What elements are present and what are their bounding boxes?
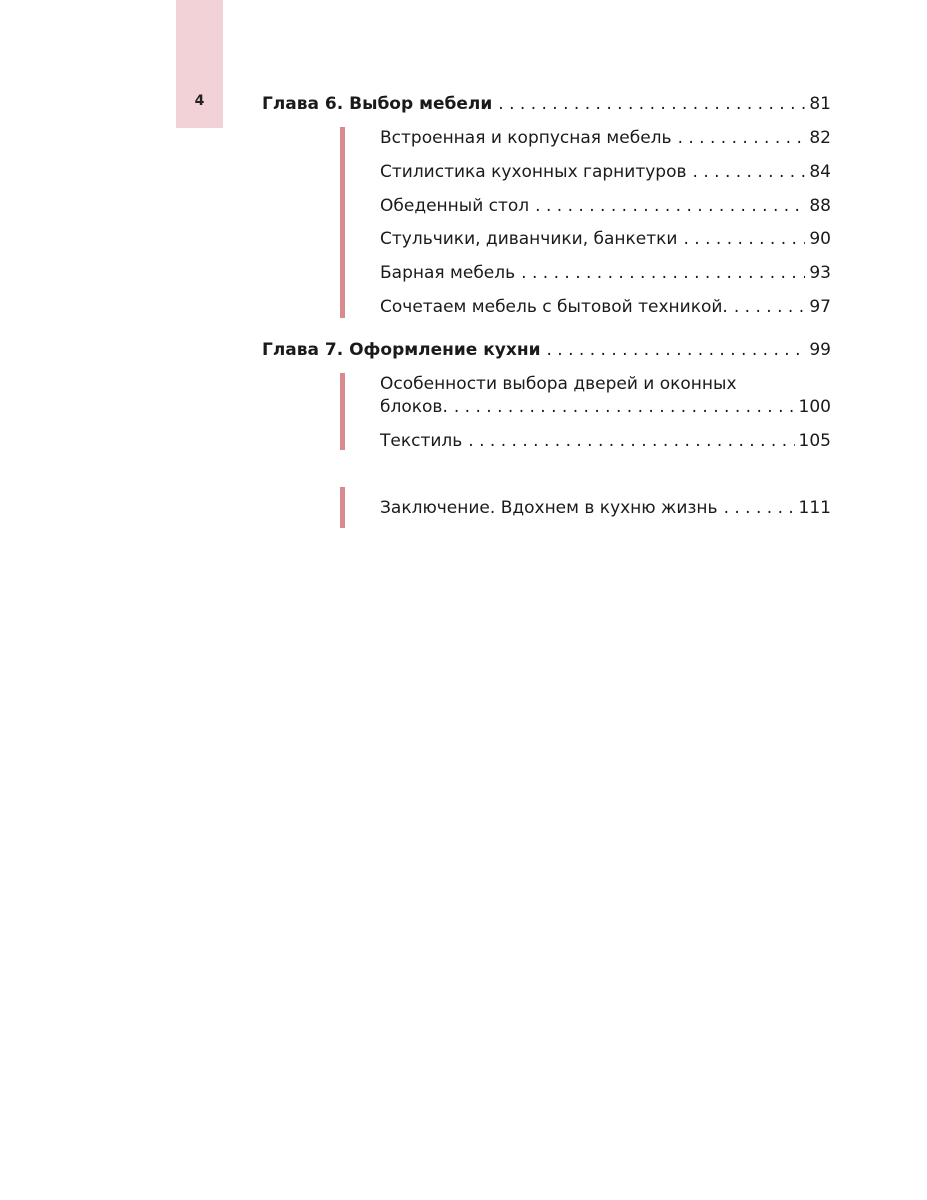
section-title: Стилистика кухонных гарнитуров <box>380 162 687 182</box>
section-page: 97 <box>809 297 831 317</box>
section-title: Сочетаем мебель с бытовой техникой. <box>380 297 728 317</box>
dot-leader <box>693 161 806 183</box>
section-page: 82 <box>809 128 831 148</box>
chapter-page: 99 <box>809 340 831 360</box>
toc-chapter-7[interactable] <box>262 339 831 361</box>
toc-section[interactable] <box>380 195 831 217</box>
section-bar <box>340 127 345 318</box>
section-page: 93 <box>809 263 831 283</box>
section-page: 88 <box>809 196 831 216</box>
toc-section[interactable] <box>380 262 831 284</box>
dot-leader <box>734 296 806 318</box>
toc-section[interactable] <box>380 396 831 418</box>
section-title-line[interactable]: Особенности выбора дверей и оконных <box>380 374 737 394</box>
section-bar <box>340 373 345 450</box>
section-page: 105 <box>798 431 831 451</box>
toc-section[interactable] <box>380 228 831 250</box>
section-title: Заключение. Вдохнем в кухню жизнь <box>380 498 718 518</box>
section-title: Обеденный стол <box>380 196 530 216</box>
section-page: 111 <box>798 498 831 518</box>
section-title: Барная мебель <box>380 263 516 283</box>
chapter-title: Глава 7. Оформление кухни <box>262 340 541 360</box>
toc-section[interactable] <box>380 161 831 183</box>
dot-leader <box>498 93 805 115</box>
dot-leader <box>454 396 795 418</box>
dot-leader <box>547 339 806 361</box>
page-number-tab <box>176 0 223 128</box>
toc-section[interactable] <box>380 127 831 149</box>
chapter-page: 81 <box>809 94 831 114</box>
page-number: 4 <box>194 93 205 109</box>
chapter-title: Глава 6. Выбор мебели <box>262 94 493 114</box>
toc-conclusion[interactable] <box>380 497 831 519</box>
section-title: Встроенная и корпусная мебель <box>380 128 672 148</box>
section-title: Стульчики, диванчики, банкетки <box>380 229 678 249</box>
toc-section[interactable] <box>380 296 831 318</box>
dot-leader <box>683 228 805 250</box>
section-page: 100 <box>798 397 831 417</box>
dot-leader <box>724 497 795 519</box>
dot-leader <box>678 127 806 149</box>
dot-leader <box>521 262 805 284</box>
section-page: 90 <box>809 229 831 249</box>
toc-chapter-6[interactable] <box>262 93 831 115</box>
section-title: блоков. <box>380 397 448 417</box>
section-page: 84 <box>809 162 831 182</box>
dot-leader <box>535 195 805 217</box>
toc-section[interactable] <box>380 430 831 452</box>
dot-leader <box>468 430 794 452</box>
section-title: Текстиль <box>380 431 463 451</box>
section-bar <box>340 487 345 528</box>
